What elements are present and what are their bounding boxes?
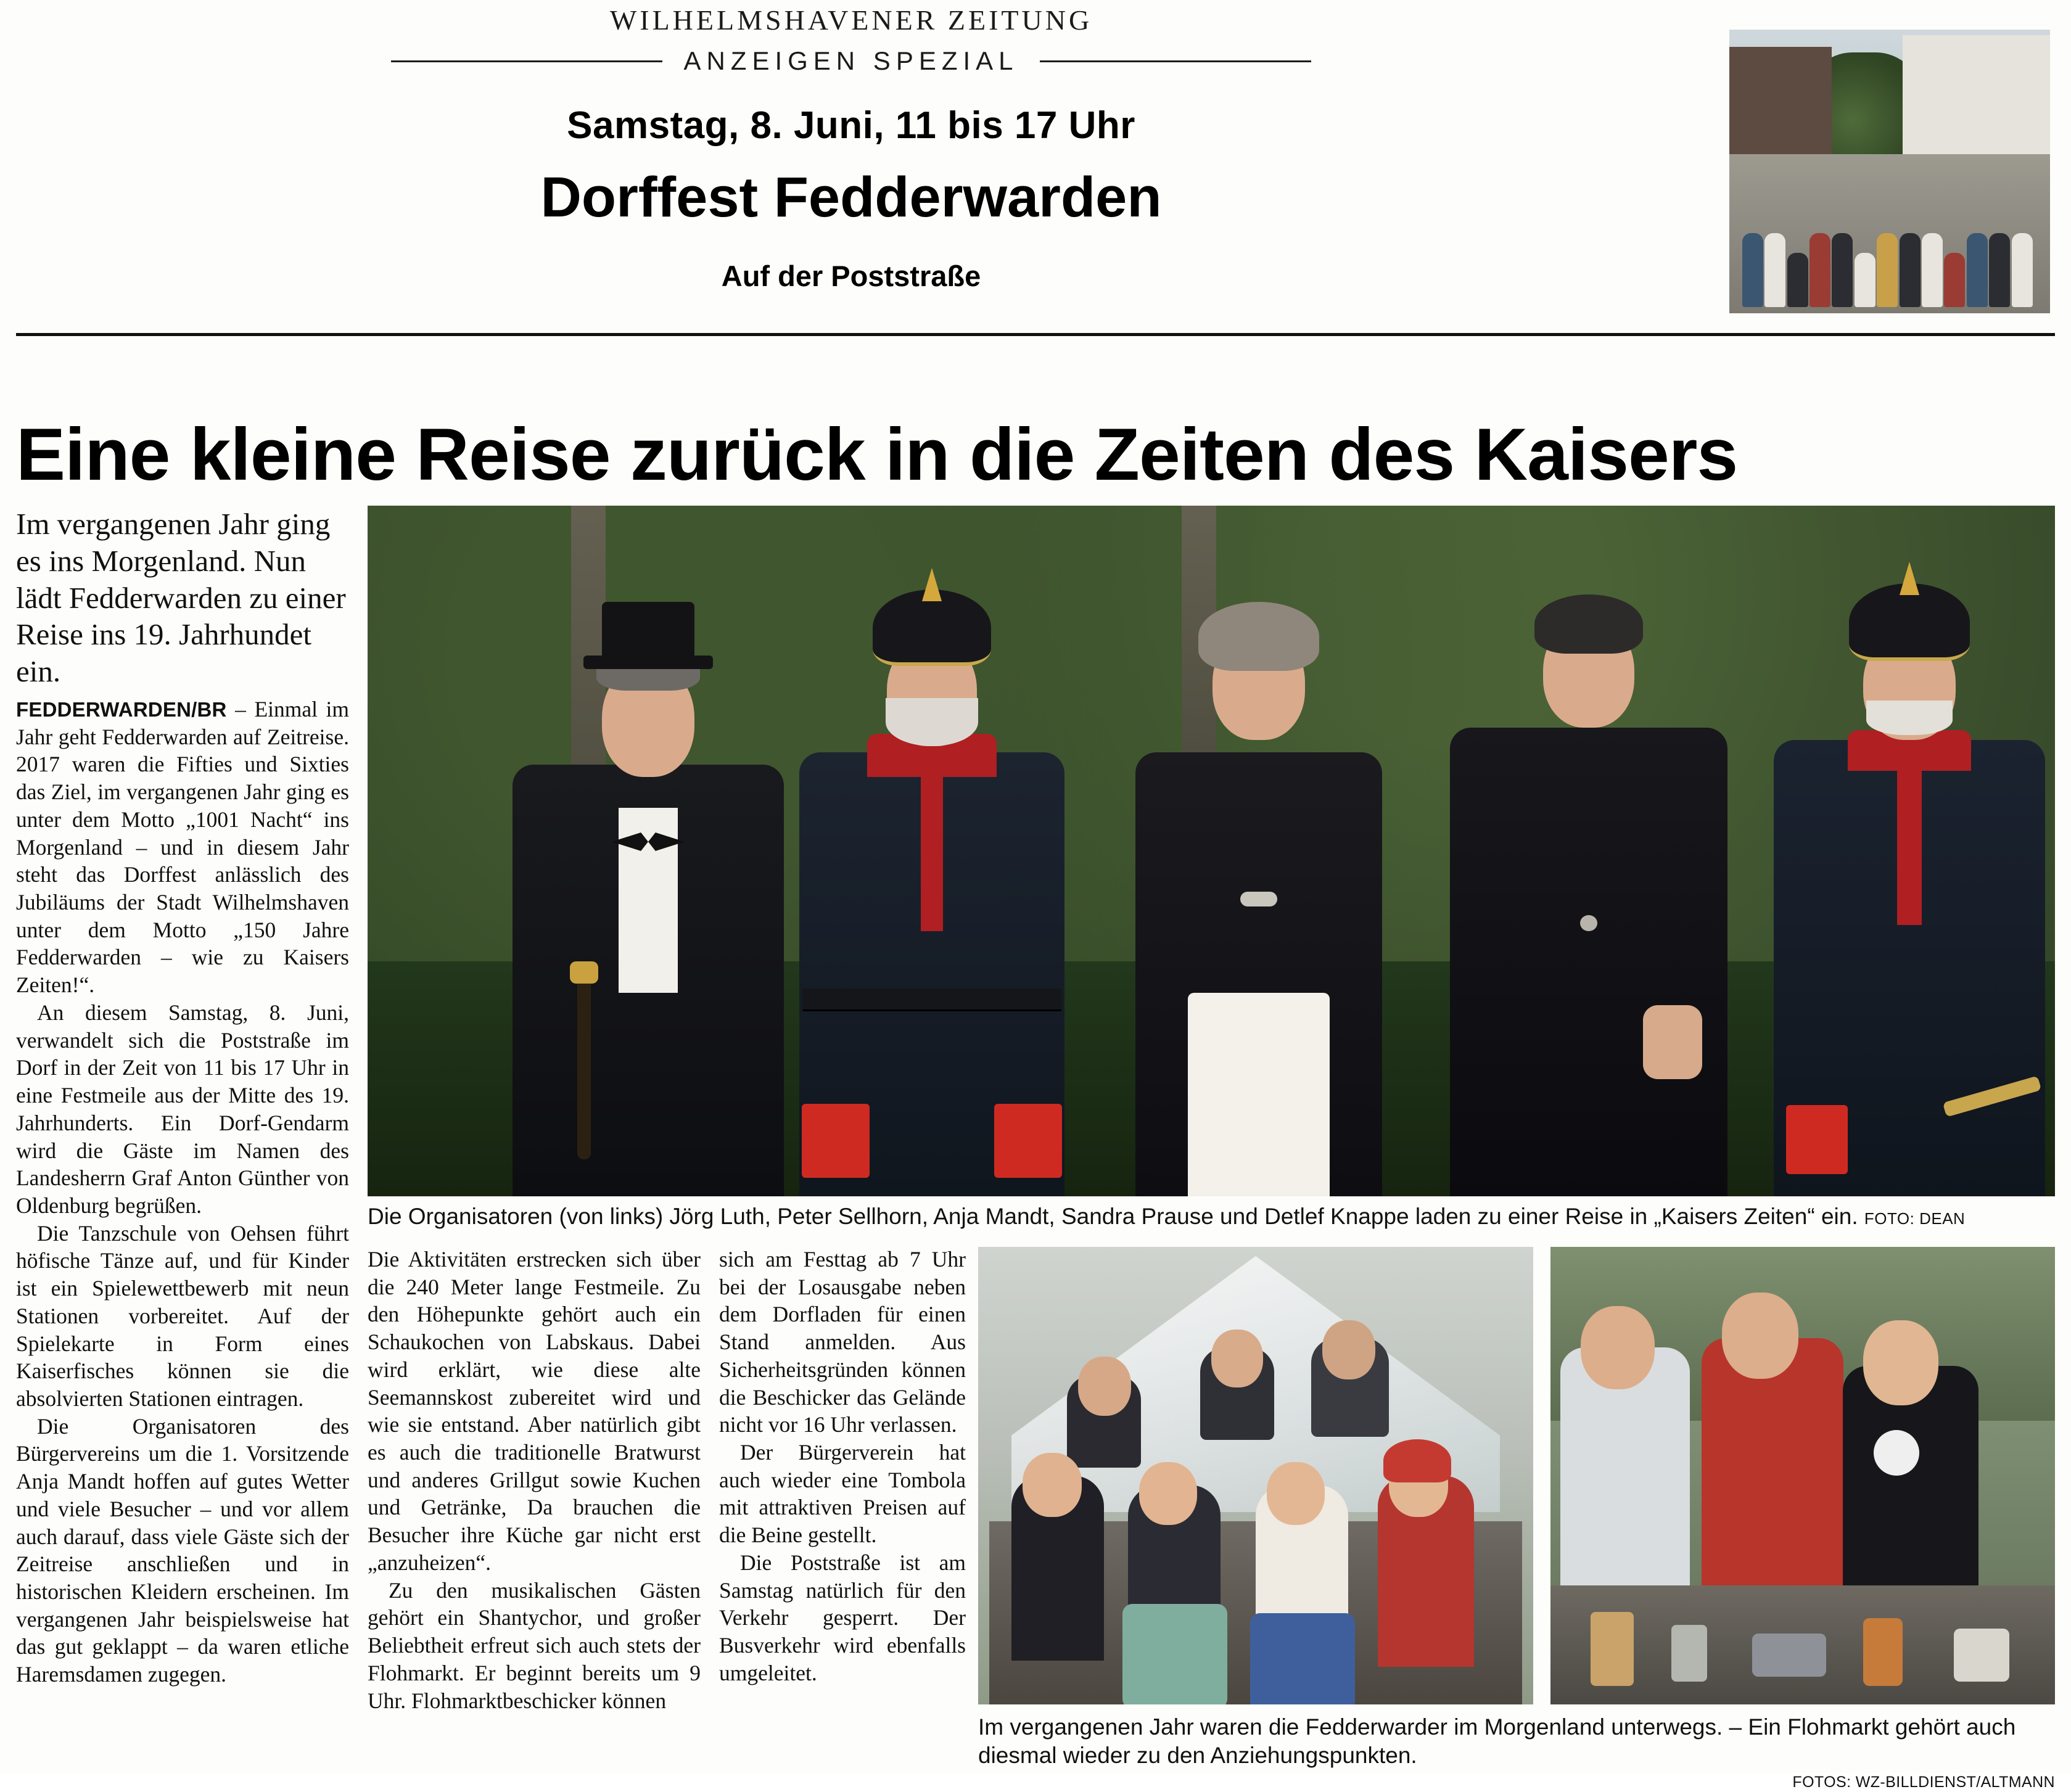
paragraph (719, 1439, 966, 1549)
photo-figure (1702, 1338, 1843, 1603)
article-column-3 (719, 1246, 966, 1687)
paragraph (16, 1413, 349, 1688)
photo-bottle (1863, 1618, 1903, 1686)
paragraph (719, 1549, 966, 1687)
photo-figure-head (1863, 1320, 1938, 1405)
main-photo-caption (368, 1204, 2055, 1230)
caption-text: Die Organisatoren (von links) Jörg Luth, Peter Sellhorn, Anja Mandt, Sandra Prause und Detlef Knappe laden zu einer Reise in „Kaisers Zeiten“ ein. (368, 1204, 1858, 1229)
masthead-photo (1729, 30, 2050, 313)
photo-figure-head (1139, 1462, 1197, 1525)
photo-figure-head (1322, 1320, 1375, 1379)
lower-right-photo (1550, 1247, 2055, 1704)
paragraph (16, 1220, 349, 1413)
paragraph-text: Zu den musikalischen Gästen gehört ein Shantychor, und großer Beliebtheit erfreut sich auch stets der Flohmarkt. Er beginnt bereits um 9 Uhr. Flohmarktbeschicker können (368, 1577, 701, 1713)
paragraph-text: Die Organisatoren des Bürgervereins um die 1. Vorsitzende Anja Mandt hoffen auf gutes Wetter und viele Besucher – und vor allem auch darauf, dass viele Gäste sich der Zeitreise anschließen und in historischen Kleidern erscheinen. Im vergangenen Jahr beispielsweise hat das gut geklappt – da waren etliche Haremsdamen zugegen. (16, 1413, 349, 1687)
paragraph (16, 696, 349, 999)
paragraph-text: Die Tanzschule von Oehsen führt höfische Tänze auf, und für Kinder ist ein Spielewettbewerb mit neun Stationen vorbereitet. Auf der Spielekarte in Form eines Kaiserfisches können sie die absolvierten Stationen eintragen. (16, 1220, 349, 1411)
photo-skull-print (1874, 1430, 1919, 1476)
event-date-line: Samstag, 8. Juni, 11 bis 17 Uhr (567, 104, 1135, 147)
main-photo (368, 506, 2055, 1196)
rule-right (1040, 60, 1311, 62)
photo-tray (1752, 1634, 1826, 1677)
paragraph (368, 1246, 701, 1577)
lead-text: Im vergangenen Jahr ging es ins Morgenland. Nun lädt Fedderwarden zu einer Reise ins 19. Jahrhundet ein. (16, 507, 346, 689)
lower-left-photo (978, 1247, 1533, 1704)
event-title: Dorffest Fedderwarden (540, 166, 1162, 229)
photo-jug (1591, 1612, 1634, 1686)
photo-figure-skirt (1122, 1604, 1227, 1704)
caption-text: Im vergangenen Jahr waren die Fedderwarder im Morgenland unterwegs. – Ein Flohmarkt gehört auch diesmal wieder zu den Anziehungspunkten. (978, 1714, 2016, 1769)
photo-mug (1671, 1625, 1707, 1682)
paragraph (719, 1246, 966, 1439)
masthead-divider (16, 333, 2055, 336)
article-column-1 (16, 696, 349, 1688)
article-column-2 (368, 1246, 701, 1714)
paragraph-text: Die Aktivitäten erstrecken sich über die 240 Meter lange Festmeile. Zu den Höhepunkte gehört auch ein Schaukochen von Labskaus. Dabei wird erklärt, wie diese alte Seemannskost zubereitet wird und wie sie entstand. Aber natürlich gibt es auch die traditionelle Bratwurst und anderes Grillgut sowie Kuchen und Getränke, Da brauchen die Besucher ihre Küche gar nicht erst „anzuheizen“. (368, 1247, 701, 1575)
paragraph-text: An diesem Samstag, 8. Juni, verwandelt sich die Poststraße im Dorf in der Zeit von 11 bis 17 Uhr in eine Festmeile aus der Mitte des 19. Jahrhunderts. Ein Dorf-Gendarm wird die Gäste im Namen des Landesherrn Graf Anton Günther von Oldenburg begrüßen. (16, 1000, 349, 1218)
paper-name: WILHELMSHAVENER ZEITUNG (609, 4, 1093, 36)
lower-photos-caption (978, 1713, 2055, 1792)
section-label-row (0, 46, 1702, 76)
photo-house-right (1903, 35, 2050, 170)
dateline-dash: – (226, 697, 255, 721)
photo-figure-head (1211, 1330, 1263, 1387)
dateline-author: /BR (191, 698, 227, 721)
photo-crockery (1954, 1629, 2009, 1682)
photo-credit: FOTO: DEAN (1864, 1209, 1966, 1228)
event-subtitle: Auf der Poststraße (721, 260, 981, 292)
photo-figure-head (1581, 1306, 1655, 1389)
photo-figure-head (1023, 1453, 1082, 1517)
photo-figure-head (1267, 1462, 1325, 1525)
photo-credit: FOTOS: WZ-BILLDIENST/ALTMANN (1792, 1773, 2055, 1791)
dateline-place: FEDDERWARDEN (16, 698, 192, 721)
paragraph-text: Die Poststraße ist am Samstag natürlich für den Verkehr gesperrt. Der Busverkehr wird ebenfalls umgeleitet. (719, 1550, 966, 1685)
person-sandra-prause (1441, 592, 1737, 1196)
masthead (0, 0, 2071, 327)
photo-figure-head (1078, 1357, 1131, 1416)
person-peter-sellhorn (787, 586, 1077, 1196)
photo-crowd (1729, 160, 2050, 313)
paragraph-text: sich am Festtag ab 7 Uhr bei der Losausgabe neben dem Dorfladen für einen Stand anmelden. Aus Sicherheitsgründen können die Beschicker das Gelände nicht vor 16 Uhr verlassen. (719, 1247, 966, 1437)
page-title: Eine kleine Reise zurück in die Zeiten des Kaisers (16, 413, 1738, 496)
photo-figure-scarf (1383, 1439, 1451, 1482)
person-joerg-luth (503, 623, 793, 1196)
rule-left (391, 60, 662, 62)
paragraph (16, 999, 349, 1220)
paragraph-text: Der Bürgerverein hat auch wieder eine Tombola mit attraktiven Preisen auf die Beine gestellt. (719, 1440, 966, 1548)
person-anja-mandt (1114, 604, 1404, 1196)
lead-paragraph (16, 506, 349, 690)
section-label: ANZEIGEN SPEZIAL (683, 46, 1019, 75)
photo-figure-head (1722, 1293, 1798, 1379)
paragraph (368, 1577, 701, 1715)
paragraph-text: Einmal im Jahr geht Fedderwarden auf Zeitreise. 2017 waren die Fifties und Sixties das Ziel, im vergangenen Jahr ging es unter dem Motto „1001 Nacht“ ins Morgenland – und in diesem Jahr steht das Dorffest anlässlich des Jubiläums der Stadt Wilhelmshaven unter dem Motto „150 Jahre Fedderwarden – wie zu Kaisers Zeiten!“. (16, 697, 349, 998)
photo-figure-skirt (1250, 1613, 1355, 1704)
person-detlef-knappe (1761, 598, 2055, 1196)
